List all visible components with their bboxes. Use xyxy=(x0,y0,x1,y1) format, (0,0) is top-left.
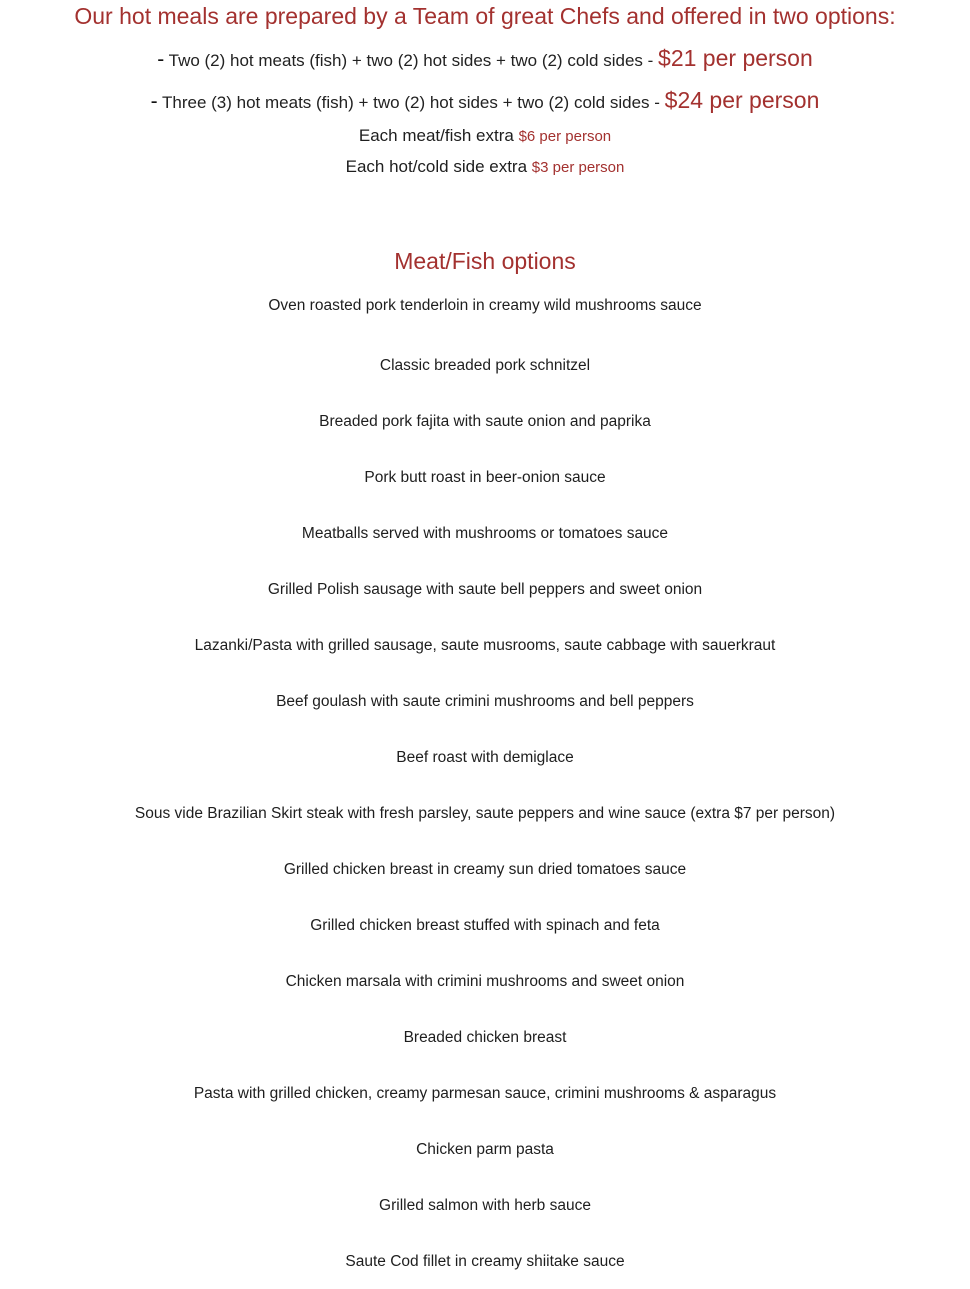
menu-item: Breaded chicken breast xyxy=(403,1029,567,1046)
menu-item: Chicken marsala with crimini mushrooms and sweet onion xyxy=(285,973,685,990)
menu-item: Grilled salmon with herb sauce xyxy=(379,1197,591,1214)
option-dash: - xyxy=(150,90,158,113)
menu-item: Grilled chicken breast in creamy sun dried tomatoes sauce xyxy=(283,861,687,878)
option-dash: - xyxy=(157,48,165,71)
extra-description: Each hot/cold side extra xyxy=(345,157,528,176)
option-three-meats xyxy=(0,85,970,118)
menu-item: Oven roasted pork tenderloin in creamy wild mushrooms sauce xyxy=(268,297,702,314)
menu-item: Classic breaded pork schnitzel xyxy=(379,357,591,374)
menu-item: Beef goulash with saute crimini mushrooms and bell peppers xyxy=(276,693,694,710)
extra-description: Each meat/fish extra xyxy=(358,126,514,145)
option-price: $21 per person xyxy=(658,45,813,71)
extra-price: $3 per person xyxy=(531,159,625,176)
extra-side xyxy=(0,155,970,180)
menu-item: Breaded pork fajita with saute onion and paprika xyxy=(319,413,651,430)
extra-meat-fish xyxy=(0,124,970,149)
page-headline: Our hot meals are prepared by a Team of great Chefs and offered in two options: xyxy=(74,3,896,29)
menu-item: Grilled Polish sausage with saute bell peppers and sweet onion xyxy=(267,581,703,598)
menu-item: Lazanki/Pasta with grilled sausage, saute musrooms, saute cabbage with sauerkraut xyxy=(194,637,776,654)
menu-item: Chicken parm pasta xyxy=(416,1141,554,1158)
menu-item: Meatballs served with mushrooms or tomatoes sauce xyxy=(301,525,669,542)
extra-price: $6 per person xyxy=(518,128,612,145)
option-description: Three (3) hot meats (fish) + two (2) hot sides + two (2) cold sides - xyxy=(162,93,660,112)
option-description: Two (2) hot meats (fish) + two (2) hot sides + two (2) cold sides - xyxy=(168,51,654,70)
menu-item: Pasta with grilled chicken, creamy parmesan sauce, crimini mushrooms & asparagus xyxy=(193,1085,777,1102)
menu-item: Pork butt roast in beer-onion sauce xyxy=(364,469,606,486)
menu-item: Sous vide Brazilian Skirt steak with fresh parsley, saute peppers and wine sauce (extra $7 per person) xyxy=(134,805,836,822)
menu-item: Grilled chicken breast stuffed with spinach and feta xyxy=(310,917,660,934)
menu-item: Saute Cod fillet in creamy shiitake sauce xyxy=(345,1253,625,1270)
option-two-meats xyxy=(0,43,970,76)
option-price: $24 per person xyxy=(664,87,820,113)
menu-item: Beef roast with demiglace xyxy=(396,749,574,766)
section-heading-meat-fish: Meat/Fish options xyxy=(394,248,576,274)
